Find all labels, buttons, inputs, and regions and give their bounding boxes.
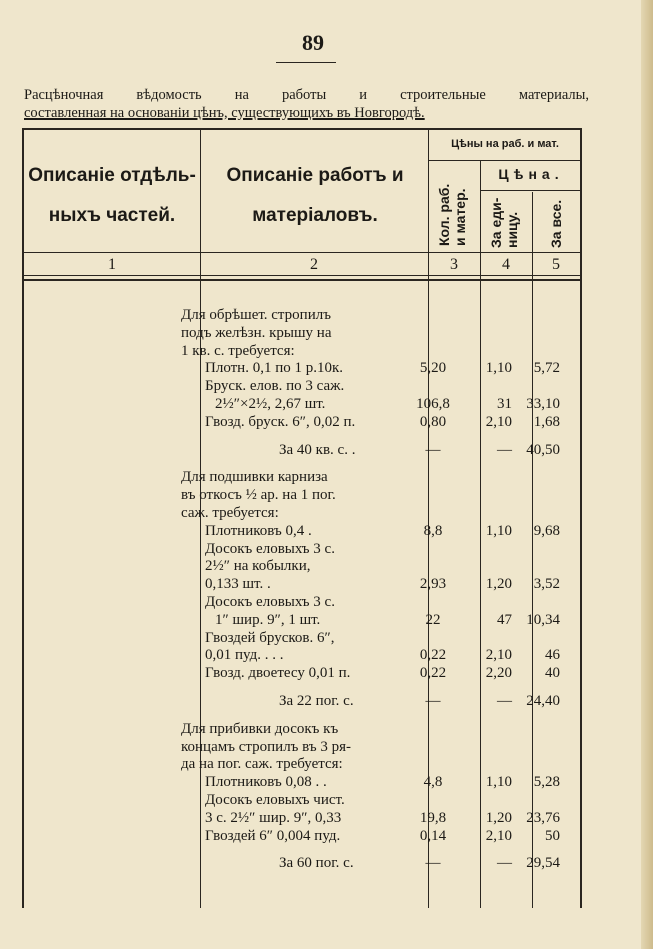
- total-price-cell: 24,40: [526, 693, 560, 709]
- unit-price-cell: —: [497, 855, 512, 872]
- table-row: [181, 594, 411, 612]
- quantity-cell: 0,14: [419, 827, 447, 844]
- table-row: [181, 360, 411, 378]
- unit-price-cell: 1,10: [485, 774, 512, 791]
- description-line: Досокъ еловыхъ 3 с.: [205, 540, 335, 557]
- description-line: Гвозд. двоетесу 0,01 п.: [205, 665, 351, 682]
- table-row: [181, 325, 411, 343]
- quantity-cell: 0,22: [419, 647, 447, 664]
- header-col3-line-1: Кол. раб.: [436, 183, 452, 246]
- total-price-cell: 50: [545, 827, 560, 844]
- description-line: За 22 пог. с.: [279, 693, 354, 709]
- price-label-rule: [480, 190, 582, 191]
- colnum-1: 1: [108, 256, 116, 273]
- table-row: [181, 665, 411, 683]
- table-row: [181, 774, 411, 792]
- description-line: 2½″×2½, 2,67 шт.: [215, 396, 326, 412]
- header-col1-line-1: Описаніе отдѣль-: [28, 165, 196, 186]
- header-col1-line-2: ныхъ частей.: [48, 205, 176, 226]
- description-line: Гвоздей брусков. 6″,: [205, 629, 335, 646]
- quantity-cell: 5,20: [419, 360, 447, 377]
- table-row: [181, 792, 411, 810]
- description-line: 2½″ на кобылки,: [205, 558, 311, 575]
- header-col5: За все.: [548, 199, 564, 248]
- quantity-cell: 8,8: [423, 522, 443, 539]
- total-price-cell: 29,54: [526, 855, 560, 872]
- colnum-3: 3: [450, 256, 458, 273]
- description-line: Досокъ еловыхъ чист.: [205, 792, 345, 808]
- quantity-cell: 2,93: [419, 576, 447, 593]
- total-price-cell: 40: [545, 665, 560, 682]
- unit-price-cell: 47: [497, 611, 512, 628]
- colnum-4: 4: [502, 256, 510, 273]
- page-number: 89: [302, 30, 324, 55]
- quantity-cell: —: [425, 855, 441, 872]
- description-line: да на пог. саж. требуется:: [181, 756, 343, 773]
- table-row: [181, 541, 411, 559]
- table-row: [181, 647, 411, 665]
- document-title: [24, 86, 589, 122]
- table-row: [181, 612, 411, 630]
- description-line: Гвозд. бруск. 6″, 0,02 п.: [205, 413, 356, 430]
- description-line: Плотн. 0,1 по 1 р.10к.: [205, 360, 344, 377]
- header-col4-line-1: За еди-: [488, 197, 504, 248]
- description-line: подъ желѣзн. крышу на: [181, 324, 332, 341]
- quantity-cell: 4,8: [423, 774, 443, 791]
- description-line: Досокъ еловыхъ 3 с.: [205, 594, 335, 610]
- total-price-cell: 5,28: [533, 774, 560, 791]
- unit-price-cell: 1,10: [485, 522, 512, 539]
- total-price-cell: 3,52: [533, 576, 560, 593]
- title-line-2: составленная на основаніи цѣнъ, существующихъ въ Новгородѣ.: [24, 105, 425, 121]
- header-col3-line-2: и матер.: [452, 188, 468, 246]
- unit-price-cell: 31: [497, 396, 512, 412]
- unit-price-cell: —: [497, 693, 512, 709]
- description-line: концамъ стропилъ въ 3 ря-: [181, 738, 352, 755]
- page-edge: [641, 0, 653, 949]
- table-border-right: [580, 128, 582, 908]
- table-row: [181, 378, 411, 396]
- page-number-rule: [276, 62, 336, 63]
- table-row: [181, 487, 411, 505]
- table-row: [181, 469, 411, 487]
- colnum-rule-1: [22, 275, 582, 276]
- unit-price-cell: —: [497, 441, 512, 458]
- total-price-cell: 33,10: [526, 396, 560, 412]
- description-line: 3 с. 2½″ шир. 9″, 0,33: [205, 809, 342, 826]
- quantity-cell: 22: [425, 611, 441, 628]
- quantity-cell: 0,80: [419, 413, 447, 430]
- header-col4: [488, 196, 520, 248]
- table-row: [181, 442, 411, 460]
- table-row: [181, 558, 411, 576]
- description-line: Для прибивки досокъ къ: [181, 720, 339, 737]
- title-line-1: Расцѣночная вѣдомость на работы и строительные материалы,: [24, 87, 589, 103]
- description-line: 1″ шир. 9″, 1 шт.: [215, 611, 321, 628]
- description-line: саж. требуется:: [181, 505, 279, 521]
- header-col1: [24, 156, 200, 236]
- unit-price-cell: 2,10: [485, 827, 512, 844]
- unit-price-cell: 1,10: [485, 360, 512, 377]
- total-price-cell: 23,76: [526, 809, 560, 826]
- table-row: [181, 505, 411, 523]
- colnum-rule-2: [22, 279, 582, 281]
- quantity-cell: 19,8: [419, 809, 447, 826]
- description-line: Для обрѣшет. стропилъ: [181, 307, 331, 323]
- table-row: [181, 739, 411, 757]
- description-line: За 60 пог. с.: [279, 855, 354, 872]
- quantity-cell: 106,8: [416, 396, 450, 412]
- description-line: Бруск. елов. по 3 саж.: [205, 378, 345, 395]
- description-line: Плотниковъ 0,08 . .: [205, 774, 327, 791]
- unit-price-cell: 1,20: [485, 576, 512, 593]
- description-line: 0,01 пуд. . . .: [205, 647, 284, 664]
- description-line: Гвоздей 6″ 0,004 пуд.: [205, 827, 341, 844]
- table-top-rule: [22, 128, 582, 130]
- col-rule-4: [532, 192, 533, 908]
- table-row: [181, 630, 411, 648]
- table-row: [181, 756, 411, 774]
- header-col4-line-2: ницу.: [504, 211, 520, 248]
- total-price-cell: 9,68: [533, 522, 560, 539]
- header-prices-group: Цѣны на раб. и мат.: [451, 138, 559, 150]
- table-row: [181, 396, 411, 414]
- colnum-2: 2: [310, 256, 318, 273]
- description-line: въ откосъ ½ ар. на 1 пог.: [181, 487, 336, 504]
- quantity-cell: —: [425, 441, 441, 458]
- prices-group-rule: [428, 160, 582, 161]
- description-line: За 40 кв. с. .: [279, 441, 356, 458]
- header-col2: [202, 156, 428, 236]
- table-row: [181, 343, 411, 361]
- header-rule: [22, 252, 582, 253]
- description-line: Плотниковъ 0,4 .: [205, 522, 312, 539]
- header-col2-line-2: матеріаловъ.: [252, 205, 378, 226]
- total-price-cell: 1,68: [533, 413, 560, 430]
- table-row: [181, 414, 411, 432]
- quantity-cell: —: [425, 693, 441, 709]
- header-price-label: Цѣна.: [498, 166, 564, 182]
- total-price-cell: 40,50: [526, 441, 560, 458]
- unit-price-cell: 1,20: [485, 809, 512, 826]
- table-border-left: [22, 128, 24, 908]
- header-col2-line-1: Описаніе работъ и: [226, 165, 404, 186]
- quantity-cell: 0,22: [419, 665, 447, 682]
- table-row: [181, 828, 411, 846]
- table-row: [181, 307, 411, 325]
- table-row: [181, 810, 411, 828]
- total-price-cell: 46: [545, 647, 560, 664]
- table-row: [181, 693, 411, 711]
- description-line: 1 кв. с. требуется:: [181, 342, 295, 359]
- unit-price-cell: 2,20: [485, 665, 512, 682]
- total-price-cell: 10,34: [526, 611, 560, 628]
- table-row: [181, 576, 411, 594]
- unit-price-cell: 2,10: [485, 413, 512, 430]
- table-row: [181, 721, 411, 739]
- colnum-5: 5: [552, 256, 560, 273]
- total-price-cell: 5,72: [533, 360, 560, 377]
- unit-price-cell: 2,10: [485, 647, 512, 664]
- description-line: 0,133 шт. .: [205, 576, 271, 593]
- table-row: [181, 523, 411, 541]
- header-col3: [436, 170, 468, 246]
- table-row: [181, 855, 411, 873]
- description-line: Для подшивки карниза: [181, 469, 328, 486]
